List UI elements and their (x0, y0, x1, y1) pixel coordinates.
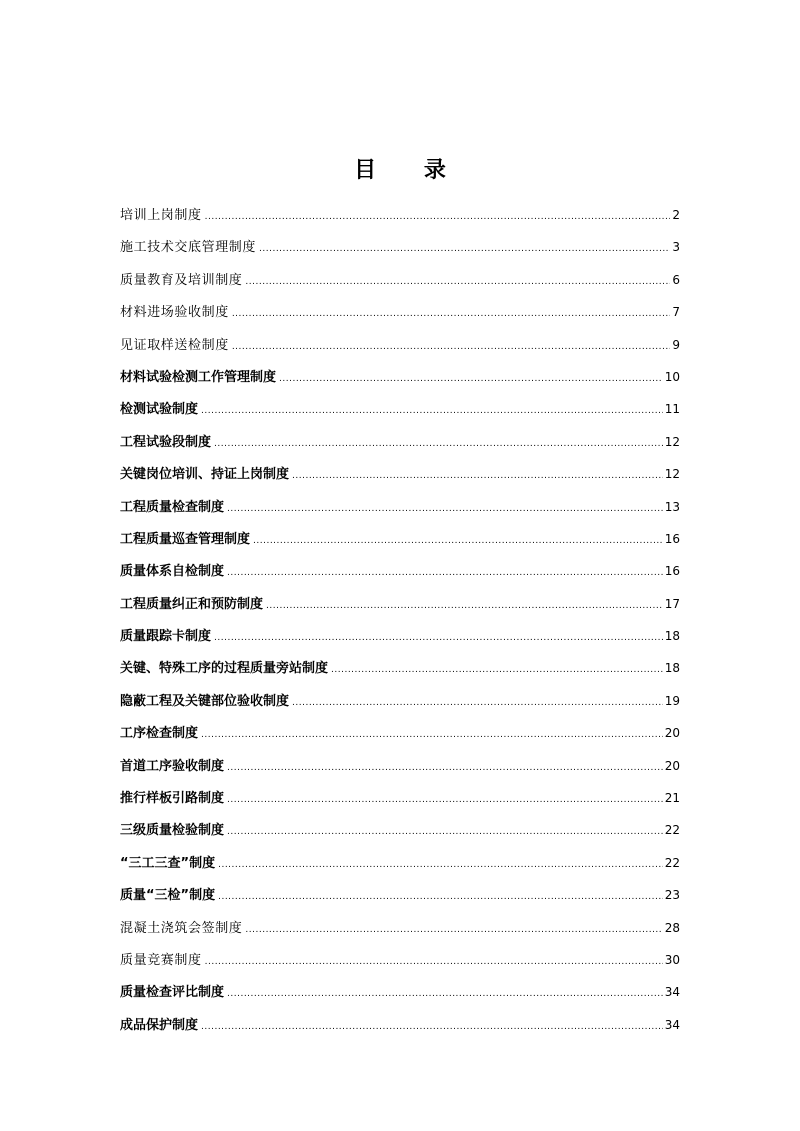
dot-leader (218, 849, 663, 881)
dot-leader (214, 622, 663, 654)
dot-leader (205, 201, 671, 233)
toc-entry-title: 质量教育及培训制度 (120, 272, 243, 288)
toc-entry[interactable] (120, 782, 680, 814)
toc-entry-title: 工程质量检查制度 (120, 499, 225, 515)
toc-entry[interactable] (120, 814, 680, 846)
toc-entry[interactable] (120, 847, 680, 879)
page-title: 目 录 (354, 158, 466, 183)
toc-entry[interactable] (120, 912, 680, 944)
dot-leader (201, 1011, 663, 1043)
toc-page-number: 11 (664, 402, 680, 417)
toc-page-number: 17 (664, 596, 680, 611)
toc-page-number: 28 (664, 920, 680, 935)
toc-page-number: 20 (664, 758, 680, 773)
toc-entry-title: 质量检查评比制度 (120, 985, 225, 1001)
toc-entry[interactable] (120, 652, 680, 684)
dot-leader (227, 816, 663, 848)
dot-leader (218, 881, 663, 913)
toc-entry-title: 工序检查制度 (120, 726, 199, 742)
toc-page-number: 12 (664, 434, 680, 449)
dot-leader (201, 719, 663, 751)
toc-entry-title: 质量跟踪卡制度 (120, 629, 212, 645)
dot-leader (227, 784, 663, 816)
toc-page-number: 12 (664, 467, 680, 482)
toc-entry[interactable] (120, 361, 680, 393)
dot-leader (214, 428, 663, 460)
toc-page-number: 23 (664, 888, 680, 903)
dot-leader (232, 298, 671, 330)
toc-page-number: 7 (672, 305, 680, 320)
dot-leader (201, 395, 663, 427)
toc-page-number: 18 (664, 629, 680, 644)
toc-entry-title: 培训上岗制度 (120, 208, 202, 223)
toc-entry[interactable] (120, 491, 680, 523)
toc-entry-title: 混凝土浇筑会签制度 (120, 920, 243, 936)
dot-leader (227, 752, 663, 784)
toc-entry-title: 首道工序验收制度 (120, 758, 225, 774)
toc-page-number: 19 (664, 693, 680, 708)
toc-entry-title: 三级质量检验制度 (120, 823, 225, 839)
toc-entry-title: “三工三查”制度 (120, 855, 216, 871)
toc-entry[interactable] (120, 458, 680, 490)
toc-entry[interactable] (120, 1009, 680, 1041)
toc-entry[interactable] (120, 199, 680, 231)
toc-entry-title: 关键岗位培训、持证上岗制度 (120, 467, 290, 483)
toc-entry-title: 工程质量纠正和预防制度 (120, 596, 264, 612)
toc-entry[interactable] (120, 523, 680, 555)
toc-entry-title: 成品保护制度 (120, 1017, 199, 1033)
toc-page-number: 30 (664, 952, 680, 967)
toc-entry[interactable] (120, 717, 680, 749)
toc-entry[interactable] (120, 426, 680, 458)
toc-entry[interactable] (120, 879, 680, 911)
dot-leader (266, 590, 663, 622)
toc-entry-title: 质量“三检”制度 (120, 888, 216, 904)
toc-entry-title: 隐蔽工程及关键部位验收制度 (120, 693, 290, 709)
toc-entry-title: 材料试验检测工作管理制度 (120, 369, 277, 385)
toc-entry[interactable] (120, 393, 680, 425)
dot-leader (245, 266, 670, 298)
toc-entry[interactable] (120, 750, 680, 782)
dot-leader (259, 233, 670, 265)
dot-leader (292, 687, 663, 719)
toc-entry-title: 施工技术交底管理制度 (120, 240, 257, 256)
toc-page-number: 20 (664, 726, 680, 741)
toc-page-number: 9 (672, 337, 680, 352)
toc-entry-title: 见证取样送检制度 (120, 337, 229, 353)
toc-page-number: 18 (664, 661, 680, 676)
toc-entry[interactable] (120, 231, 680, 263)
toc-page-number: 16 (664, 531, 680, 546)
dot-leader (292, 460, 663, 492)
toc-page-number: 34 (664, 1017, 680, 1032)
toc-page-number: 10 (664, 369, 680, 384)
dot-leader (227, 557, 663, 589)
toc-entry-title: 质量竞赛制度 (120, 952, 202, 968)
toc-entry[interactable] (120, 588, 680, 620)
toc-page-number: 22 (664, 855, 680, 870)
dot-leader (245, 914, 662, 946)
toc-page-number: 13 (664, 499, 680, 514)
toc-entry-title: 工程试验段制度 (120, 434, 212, 450)
toc-entry[interactable] (120, 685, 680, 717)
toc-entry[interactable] (120, 620, 680, 652)
dot-leader (205, 946, 663, 978)
toc-page-number: 22 (664, 823, 680, 838)
toc-entry-title: 质量体系自检制度 (120, 564, 225, 580)
dot-leader (232, 331, 671, 363)
table-of-contents (120, 199, 680, 1041)
toc-page-number: 21 (664, 791, 680, 806)
dot-leader (227, 978, 663, 1010)
dot-leader (227, 493, 663, 525)
toc-entry[interactable] (120, 296, 680, 328)
toc-page-number: 6 (672, 272, 680, 287)
toc-page-number: 2 (672, 208, 680, 222)
toc-entry[interactable] (120, 329, 680, 361)
toc-entry-title: 关键、特殊工序的过程质量旁站制度 (120, 661, 329, 677)
toc-entry[interactable] (120, 555, 680, 587)
toc-page-number: 3 (672, 240, 680, 255)
dot-leader (331, 654, 663, 686)
toc-entry[interactable] (120, 976, 680, 1008)
toc-entry-title: 检测试验制度 (120, 402, 199, 418)
dot-leader (253, 525, 663, 557)
toc-entry-title: 工程质量巡查管理制度 (120, 531, 251, 547)
toc-page-number: 34 (664, 985, 680, 1000)
toc-entry[interactable] (120, 264, 680, 296)
toc-entry-title: 推行样板引路制度 (120, 791, 225, 807)
toc-page-number: 16 (664, 564, 680, 579)
toc-entry-title: 材料进场验收制度 (120, 305, 229, 321)
toc-entry[interactable] (120, 944, 680, 976)
dot-leader (279, 363, 663, 395)
